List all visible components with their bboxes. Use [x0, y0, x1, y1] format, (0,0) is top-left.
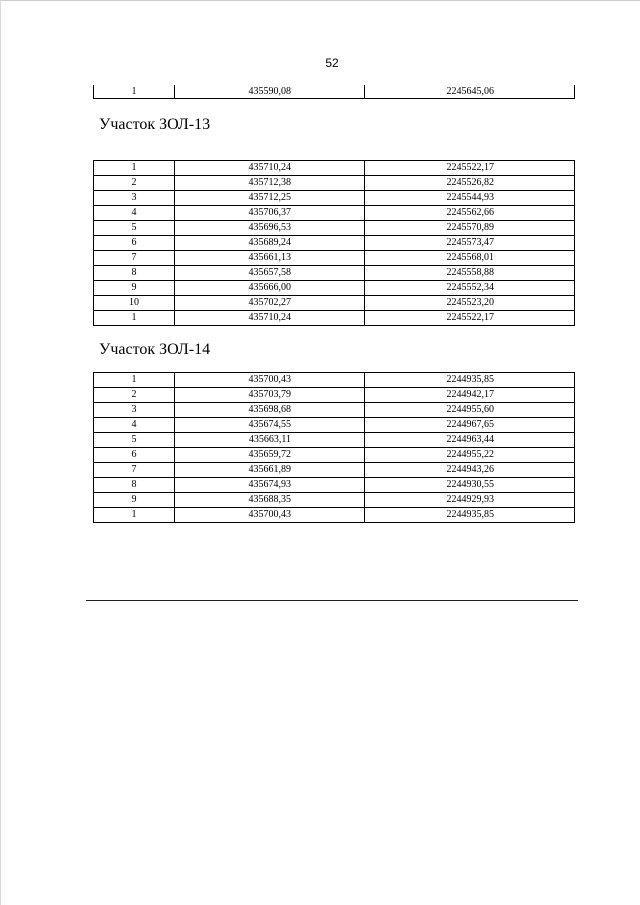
- x-coordinate-cell: 435710,24: [175, 311, 365, 326]
- x-coordinate-cell: 435710,24: [175, 161, 365, 176]
- page-number: 52: [325, 56, 339, 70]
- y-coordinate-cell: 2244955,22: [365, 448, 575, 463]
- table-row: [94, 493, 575, 508]
- y-coordinate-cell: 2245526,82: [365, 176, 575, 191]
- y-coordinate-cell: 2245558,88: [365, 266, 575, 281]
- x-coordinate-cell: 435659,72: [175, 448, 365, 463]
- table-row: [94, 478, 575, 493]
- x-coordinate-cell: 435661,13: [175, 251, 365, 266]
- x-coordinate-cell: 435657,58: [175, 266, 365, 281]
- x-coordinate-cell: 435689,24: [175, 236, 365, 251]
- x-coordinate-cell: 435696,53: [175, 221, 365, 236]
- point-number-cell: 3: [94, 403, 175, 418]
- x-coordinate-cell: 435703,79: [175, 388, 365, 403]
- y-coordinate-cell: 2245523,20: [365, 296, 575, 311]
- x-coordinate-cell: 435700,43: [175, 373, 365, 388]
- table-row: [94, 418, 575, 433]
- y-coordinate-cell: 2245573,47: [365, 236, 575, 251]
- table-row: [94, 251, 575, 266]
- x-coordinate-cell: 435712,38: [175, 176, 365, 191]
- point-number-cell: 6: [94, 448, 175, 463]
- x-coordinate-cell: 435700,43: [175, 508, 365, 523]
- x-coordinate-cell: 435698,68: [175, 403, 365, 418]
- point-number-cell: 9: [94, 493, 175, 508]
- x-coordinate-cell: 435590,08: [175, 85, 365, 99]
- x-coordinate-cell: 435674,55: [175, 418, 365, 433]
- point-number-cell: 1: [94, 85, 175, 99]
- y-coordinate-cell: 2245544,93: [365, 191, 575, 206]
- point-number-cell: 2: [94, 388, 175, 403]
- y-coordinate-cell: 2245522,17: [365, 161, 575, 176]
- y-coordinate-cell: 2245552,34: [365, 281, 575, 296]
- point-number-cell: 10: [94, 296, 175, 311]
- point-number-cell: 2: [94, 176, 175, 191]
- point-number-cell: 7: [94, 463, 175, 478]
- table-row: [94, 281, 575, 296]
- section-title-zol-14: Участок ЗОЛ-14: [99, 341, 211, 358]
- table-row: [94, 191, 575, 206]
- y-coordinate-cell: 2244929,93: [365, 493, 575, 508]
- x-coordinate-cell: 435674,93: [175, 478, 365, 493]
- table-row: [94, 266, 575, 281]
- x-coordinate-cell: 435712,25: [175, 191, 365, 206]
- point-number-cell: 3: [94, 191, 175, 206]
- y-coordinate-cell: 2245568,01: [365, 251, 575, 266]
- y-coordinate-cell: 2245645,06: [365, 85, 575, 99]
- x-coordinate-cell: 435688,35: [175, 493, 365, 508]
- point-number-cell: 1: [94, 311, 175, 326]
- section-title-zol-13: Участок ЗОЛ-13: [99, 116, 211, 133]
- table-row: [94, 176, 575, 191]
- point-number-cell: 8: [94, 266, 175, 281]
- table-row: [94, 206, 575, 221]
- page-edge-top: [0, 0, 640, 1]
- y-coordinate-cell: 2245570,89: [365, 221, 575, 236]
- y-coordinate-cell: 2244955,60: [365, 403, 575, 418]
- point-number-cell: 1: [94, 161, 175, 176]
- point-number-cell: 1: [94, 373, 175, 388]
- table-row: [94, 236, 575, 251]
- x-coordinate-cell: 435706,37: [175, 206, 365, 221]
- x-coordinate-cell: 435661,89: [175, 463, 365, 478]
- y-coordinate-cell: 2244967,65: [365, 418, 575, 433]
- page-edge-left: [0, 0, 1, 905]
- point-number-cell: 5: [94, 221, 175, 236]
- point-number-cell: 8: [94, 478, 175, 493]
- point-number-cell: 7: [94, 251, 175, 266]
- table-row: [94, 311, 575, 326]
- footer-rule: [86, 600, 578, 601]
- table-row: [94, 388, 575, 403]
- table-row: [94, 508, 575, 523]
- coordinates-table-zol-14: [93, 372, 575, 523]
- table-row: [94, 296, 575, 311]
- point-number-cell: 5: [94, 433, 175, 448]
- x-coordinate-cell: 435702,27: [175, 296, 365, 311]
- table-row: [94, 221, 575, 236]
- y-coordinate-cell: 2245562,66: [365, 206, 575, 221]
- table-row: [94, 161, 575, 176]
- x-coordinate-cell: 435663,11: [175, 433, 365, 448]
- continuation-table: [93, 85, 575, 99]
- point-number-cell: 9: [94, 281, 175, 296]
- x-coordinate-cell: 435666,00: [175, 281, 365, 296]
- table-row: [94, 373, 575, 388]
- y-coordinate-cell: 2244943,26: [365, 463, 575, 478]
- table-row: [94, 403, 575, 418]
- table-row: [94, 433, 575, 448]
- y-coordinate-cell: 2244930,55: [365, 478, 575, 493]
- point-number-cell: 1: [94, 508, 175, 523]
- y-coordinate-cell: 2245522,17: [365, 311, 575, 326]
- point-number-cell: 4: [94, 418, 175, 433]
- point-number-cell: 4: [94, 206, 175, 221]
- coordinates-table-zol-13: [93, 160, 575, 326]
- table-row: [94, 85, 575, 99]
- y-coordinate-cell: 2244963,44: [365, 433, 575, 448]
- y-coordinate-cell: 2244942,17: [365, 388, 575, 403]
- table-row: [94, 463, 575, 478]
- y-coordinate-cell: 2244935,85: [365, 508, 575, 523]
- point-number-cell: 6: [94, 236, 175, 251]
- table-row: [94, 448, 575, 463]
- y-coordinate-cell: 2244935,85: [365, 373, 575, 388]
